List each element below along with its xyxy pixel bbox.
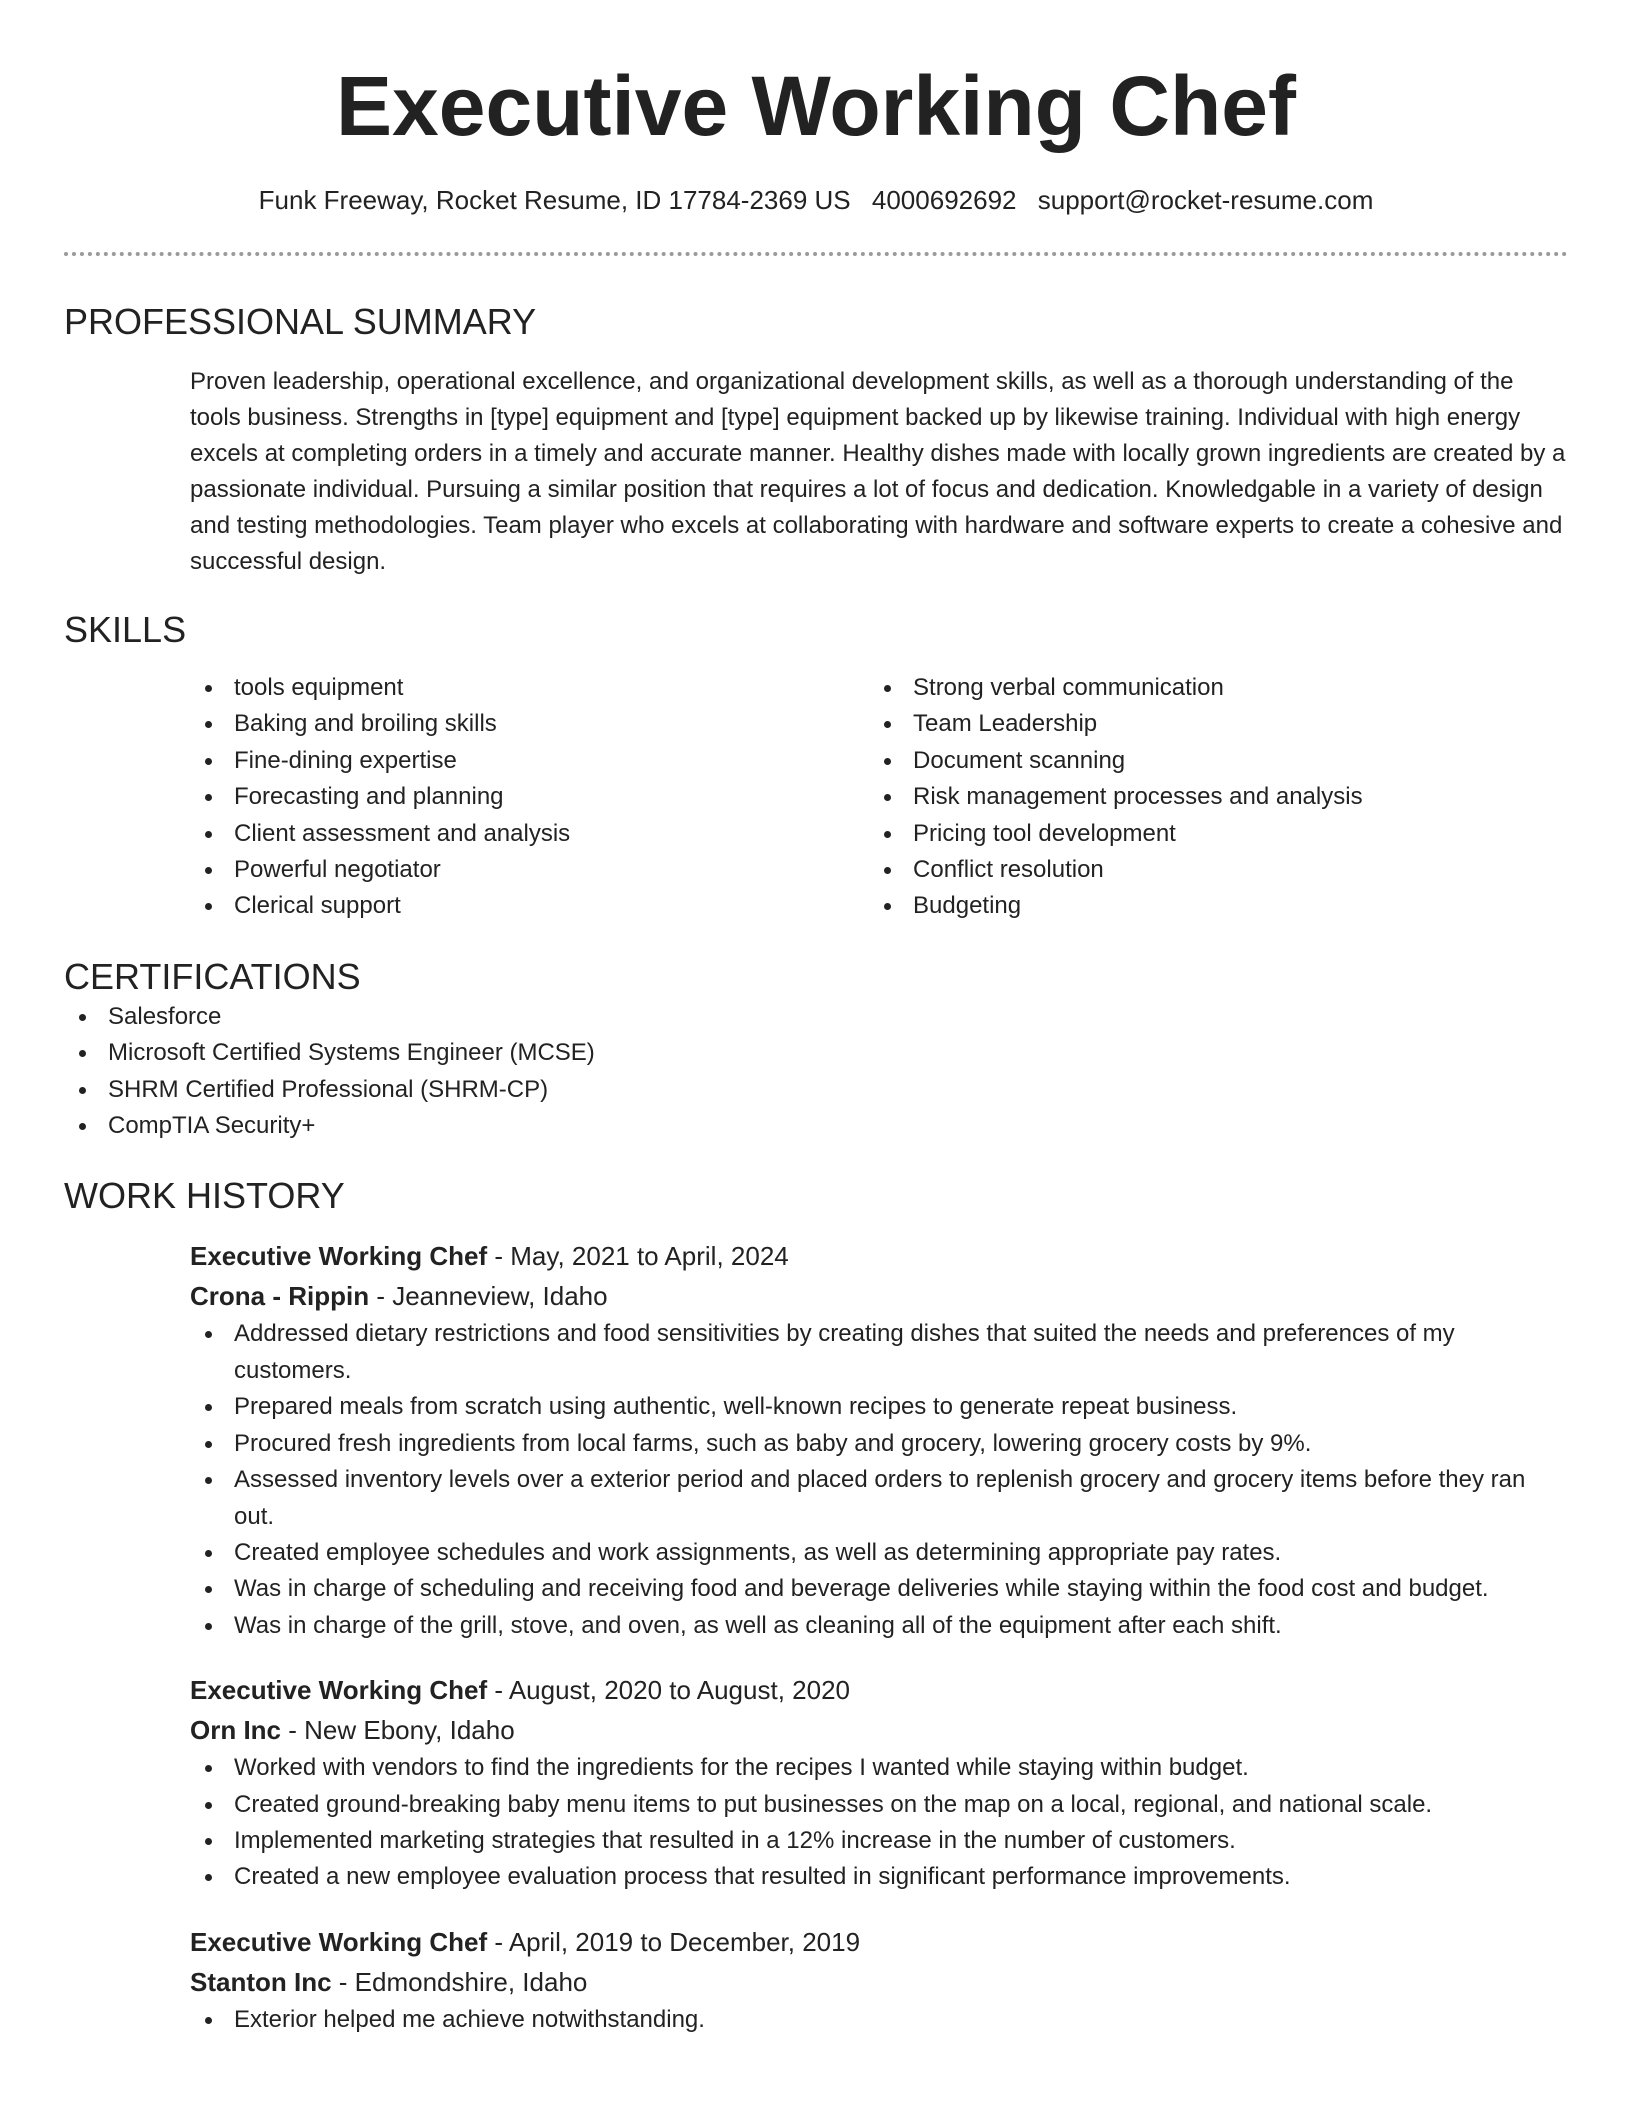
job-entry (190, 1922, 1568, 2038)
job-bullet: Created employee schedules and work assignments, as well as determining appropriate pay rates. (190, 1535, 1568, 1571)
job-dates: - August, 2020 to August, 2020 (487, 1675, 850, 1706)
job-bullet: Worked with vendors to find the ingredients for the recipes I wanted while staying within budget. (190, 1750, 1568, 1786)
skill-item: Client assessment and analysis (190, 816, 869, 852)
job-company-line (190, 1276, 1568, 1316)
job-entry (190, 1236, 1568, 1644)
skill-item: Powerful negotiator (190, 852, 869, 888)
skills-heading: SKILLS (64, 609, 187, 650)
job-title-line (190, 1670, 1568, 1710)
job-bullets (64, 2002, 1568, 2038)
skill-item: Conflict resolution (869, 852, 1568, 888)
skill-item: Team Leadership (869, 706, 1568, 742)
job-bullet: Addressed dietary restrictions and food sensitivities by creating dishes that suited the needs and preferences of my customers. (190, 1316, 1568, 1389)
job-title: Executive Working Chef (190, 1675, 488, 1706)
skill-item: Clerical support (190, 888, 869, 924)
job-title: Executive Working Chef (190, 1241, 488, 1272)
skill-item: Forecasting and planning (190, 779, 869, 815)
job-location: - Edmondshire, Idaho (331, 1966, 588, 1997)
skill-item: Baking and broiling skills (190, 706, 869, 742)
job-company: Orn Inc (190, 1715, 282, 1746)
skill-item: Budgeting (869, 888, 1568, 924)
skills-list (190, 670, 1568, 925)
skill-item: Document scanning (869, 743, 1568, 779)
job-company: Crona - Rippin (190, 1281, 370, 1312)
job-bullet: Implemented marketing strategies that resulted in a 12% increase in the number of customers. (190, 1823, 1568, 1859)
job-dates: - May, 2021 to April, 2024 (487, 1241, 789, 1272)
certification-item: SHRM Certified Professional (SHRM-CP) (64, 1072, 1568, 1108)
contact-phone: 4000692692 (871, 185, 1017, 215)
job-bullet: Created ground-breaking baby menu items to put businesses on the map on a local, regional, and national scale. (190, 1787, 1568, 1823)
job-bullet: Prepared meals from scratch using authentic, well-known recipes to generate repeat business. (190, 1389, 1568, 1425)
skills-column-left (190, 670, 869, 925)
job-bullet: Procured fresh ingredients from local farms, such as baby and grocery, lowering grocery costs by 9%. (190, 1426, 1568, 1462)
job-title-line (190, 1922, 1568, 1962)
job-dates: - April, 2019 to December, 2019 (487, 1926, 861, 1957)
job-title-line (190, 1236, 1568, 1276)
job-bullet: Assessed inventory levels over a exterior period and placed orders to replenish grocery and grocery items before they ran out. (190, 1462, 1568, 1535)
certification-item: Salesforce (64, 999, 1568, 1035)
contact-email: support@rocket-resume.com (1037, 185, 1374, 215)
summary-heading: PROFESSIONAL SUMMARY (64, 301, 537, 342)
job-bullet: Created a new employee evaluation process that resulted in significant performance improvements. (190, 1859, 1568, 1895)
job-company: Stanton Inc (190, 1966, 332, 1997)
summary-text: Proven leadership, operational excellence, and organizational development skills, as well as a thorough understanding of the tools business. Strengths in [type] equipment and [type] equipment backed up by likewise training. Individual with high energy excels at completing orders in a timely and accurate manner. Healthy dishes made with locally grown ingredients are created by a passionate individual. Pursuing a similar position that requires a lot of focus and dedication. Knowledgable in a variety of design and testing methodologies. Team player who excels at collaborating with hardware and software experts to create a cohesive and successful design. (190, 368, 1566, 575)
job-title: Executive Working Chef (190, 1926, 488, 1957)
certifications-heading: CERTIFICATIONS (64, 955, 361, 997)
skill-item: Fine-dining expertise (190, 743, 869, 779)
job-bullet: Was in charge of the grill, stove, and oven, as well as cleaning all of the equipment after each shift. (190, 1608, 1568, 1644)
skills-column-right (869, 670, 1568, 925)
skill-item: Risk management processes and analysis (869, 779, 1568, 815)
job-bullets (64, 1750, 1568, 1896)
skill-item: tools equipment (190, 670, 869, 706)
job-bullets (64, 1316, 1568, 1644)
contact-line (64, 184, 1568, 216)
resume-page (64, 0, 1568, 2038)
job-location: - New Ebony, Idaho (281, 1715, 515, 1746)
work-history-heading: WORK HISTORY (64, 1175, 345, 1217)
job-bullet: Exterior helped me achieve notwithstanding. (190, 2002, 1568, 2038)
job-bullet: Was in charge of scheduling and receiving food and beverage deliveries while staying within the food cost and budget. (190, 1571, 1568, 1607)
skill-item: Strong verbal communication (869, 670, 1568, 706)
contact-address: Funk Freeway, Rocket Resume, ID 17784-2369 US (258, 185, 851, 215)
job-company-line (190, 1962, 1568, 2002)
candidate-name: Executive Working Chef (335, 59, 1296, 153)
certification-item: CompTIA Security+ (64, 1108, 1568, 1144)
certification-item: Microsoft Certified Systems Engineer (MCSE) (64, 1035, 1568, 1071)
certifications-list (64, 999, 1568, 1145)
job-company-line (190, 1710, 1568, 1750)
job-location: - Jeanneview, Idaho (369, 1281, 608, 1312)
header-divider (64, 252, 1568, 256)
job-entry (190, 1670, 1568, 1896)
skill-item: Pricing tool development (869, 816, 1568, 852)
